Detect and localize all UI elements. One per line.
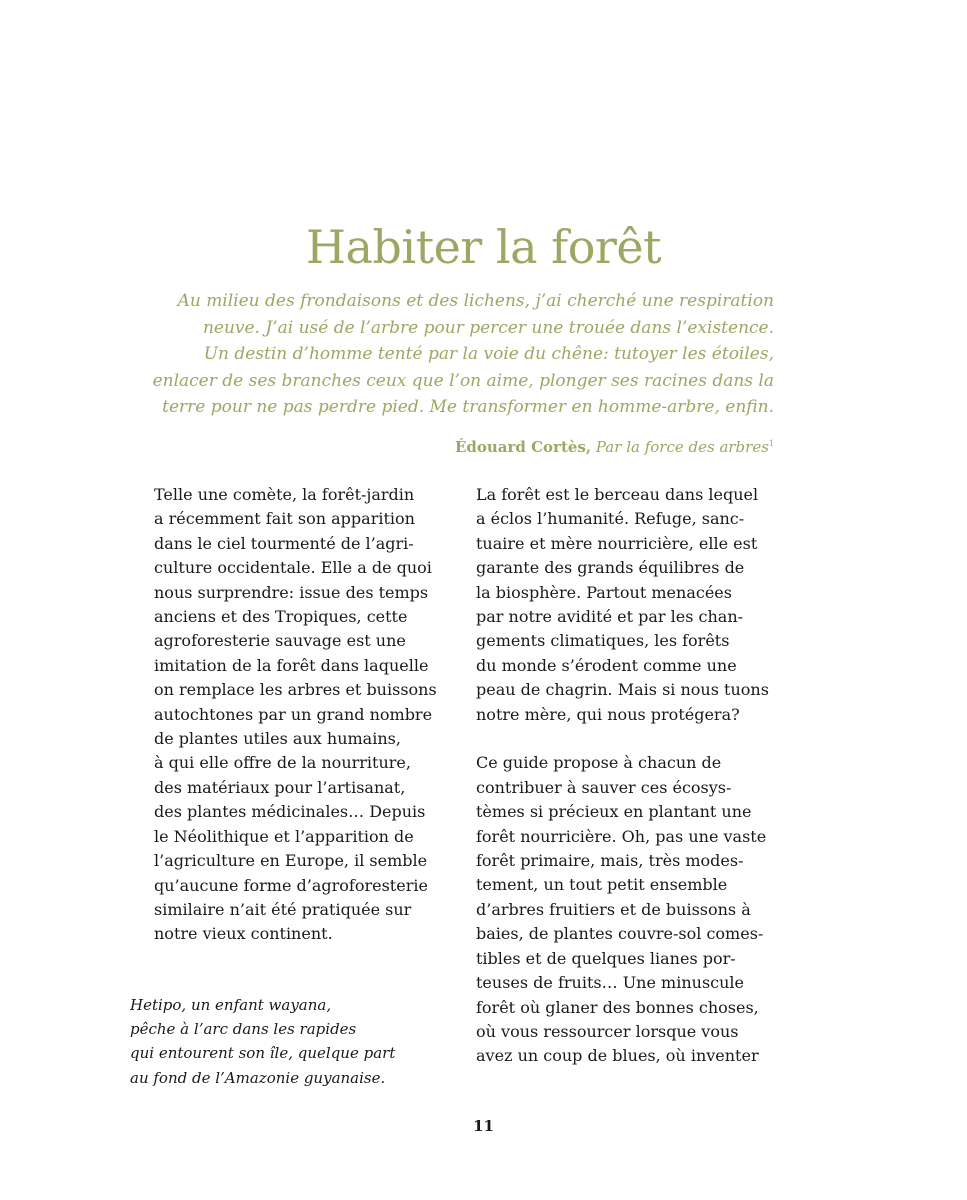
text-line: à qui elle offre de la nourriture, (154, 753, 411, 773)
text-line: notre vieux continent. (154, 924, 333, 944)
epigraph-line: terre pour ne pas perdre pied. Me transformer en homme-arbre, enfin. (162, 397, 774, 417)
text-line: contribuer à sauver ces écosys- (476, 777, 732, 797)
text-line: forêt primaire, mais, très modes- (476, 851, 744, 871)
footnote-marker: 1 (768, 439, 774, 448)
page-number: 11 (473, 1117, 494, 1135)
text-line: d’arbres fruitiers et de buissons à (476, 899, 751, 919)
caption-line: au fond de l’Amazonie guyanaise. (130, 1068, 386, 1087)
text-line: forêt nourricière. Oh, pas une vaste (476, 826, 767, 846)
text-line: où vous ressourcer lorsque vous (476, 1021, 739, 1041)
text-line: on remplace les arbres et buissons (154, 680, 437, 700)
text-line: garante des grands équilibres de (476, 558, 745, 578)
text-line: nous surprendre: issue des temps (154, 582, 429, 602)
text-line: baies, de plantes couvre-sol comes- (476, 924, 764, 944)
epigraph (150, 288, 774, 421)
photo-caption (130, 993, 450, 1090)
text-line: autochtones par un grand nombre (154, 704, 433, 724)
chapter-title: Habiter la forêt (305, 219, 662, 274)
caption-line: qui entourent son île, quelque part (130, 1044, 396, 1063)
text-line: tuaire et mère nourricière, elle est (476, 533, 758, 553)
text-line: a éclos l’humanité. Refuge, sanc- (476, 509, 745, 529)
text-line: Ce guide propose à chacun de (476, 753, 722, 773)
text-line: qu’aucune forme d’agroforesterie (154, 875, 428, 895)
left-text-column (154, 483, 452, 947)
text-line: a récemment fait son apparition (154, 509, 415, 529)
text-line: avez un coup de blues, où inventer (476, 1046, 759, 1066)
text-line: tibles et de quelques lianes por- (476, 948, 736, 968)
text-line: l’agriculture en Europe, il semble (154, 851, 428, 871)
epigraph-line: Un destin d’homme tenté par la voie du chêne: tutoyer les étoiles, (203, 344, 774, 364)
text-line: des matériaux pour l’artisanat, (154, 777, 406, 797)
text-line: gements climatiques, les forêts (476, 631, 730, 651)
epigraph-author: Édouard Cortès, (454, 438, 592, 456)
text-line: culture occidentale. Elle a de quoi (154, 558, 432, 578)
text-line: tèmes si précieux en plantant une (476, 802, 752, 822)
epigraph-line: neuve. J’ai usé de l’arbre pour percer une trouée dans l’existence. (202, 317, 774, 338)
text-line: des plantes médicinales… Depuis (154, 802, 426, 822)
text-line: anciens et des Tropiques, cette (154, 607, 408, 627)
text-line: de plantes utiles aux humains, (154, 729, 401, 749)
text-line: peau de chagrin. Mais si nous tuons (476, 680, 769, 700)
text-line: du monde s’érodent comme une (476, 655, 737, 675)
text-line: par notre avidité et par les chan- (476, 607, 744, 627)
epigraph-line: enlacer de ses branches ceux que l’on aime, plonger ses racines dans la (152, 370, 774, 391)
text-line: le Néolithique et l’apparition de (154, 826, 414, 846)
caption-line: Hetipo, un enfant wayana, (130, 996, 332, 1014)
text-line: notre mère, qui nous protégera? (476, 704, 740, 724)
text-line: agroforesterie sauvage est une (154, 631, 406, 651)
text-line: teuses de fruits… Une minuscule (476, 973, 744, 993)
paragraph-gap (476, 727, 774, 751)
text-line: Telle une comète, la forêt-jardin (154, 485, 415, 504)
right-text-column (476, 483, 774, 1069)
text-line: La forêt est le berceau dans lequel (476, 485, 759, 504)
epigraph-attribution (150, 435, 774, 459)
text-line: imitation de la forêt dans laquelle (154, 655, 429, 675)
text-line: forêt où glaner des bonnes choses, (476, 997, 759, 1017)
text-line: tement, un tout petit ensemble (476, 875, 728, 895)
text-line: la biosphère. Partout menacées (476, 582, 732, 602)
caption-line: pêche à l’arc dans les rapides (130, 1020, 357, 1039)
text-line: similaire n’ait été pratiquée sur (154, 899, 412, 919)
text-line: dans le ciel tourmenté de l’agri- (154, 533, 414, 553)
epigraph-line: Au milieu des frondaisons et des lichens, j’ai cherché une respiration (177, 291, 774, 311)
epigraph-work-title: Par la force des arbres (595, 438, 769, 456)
